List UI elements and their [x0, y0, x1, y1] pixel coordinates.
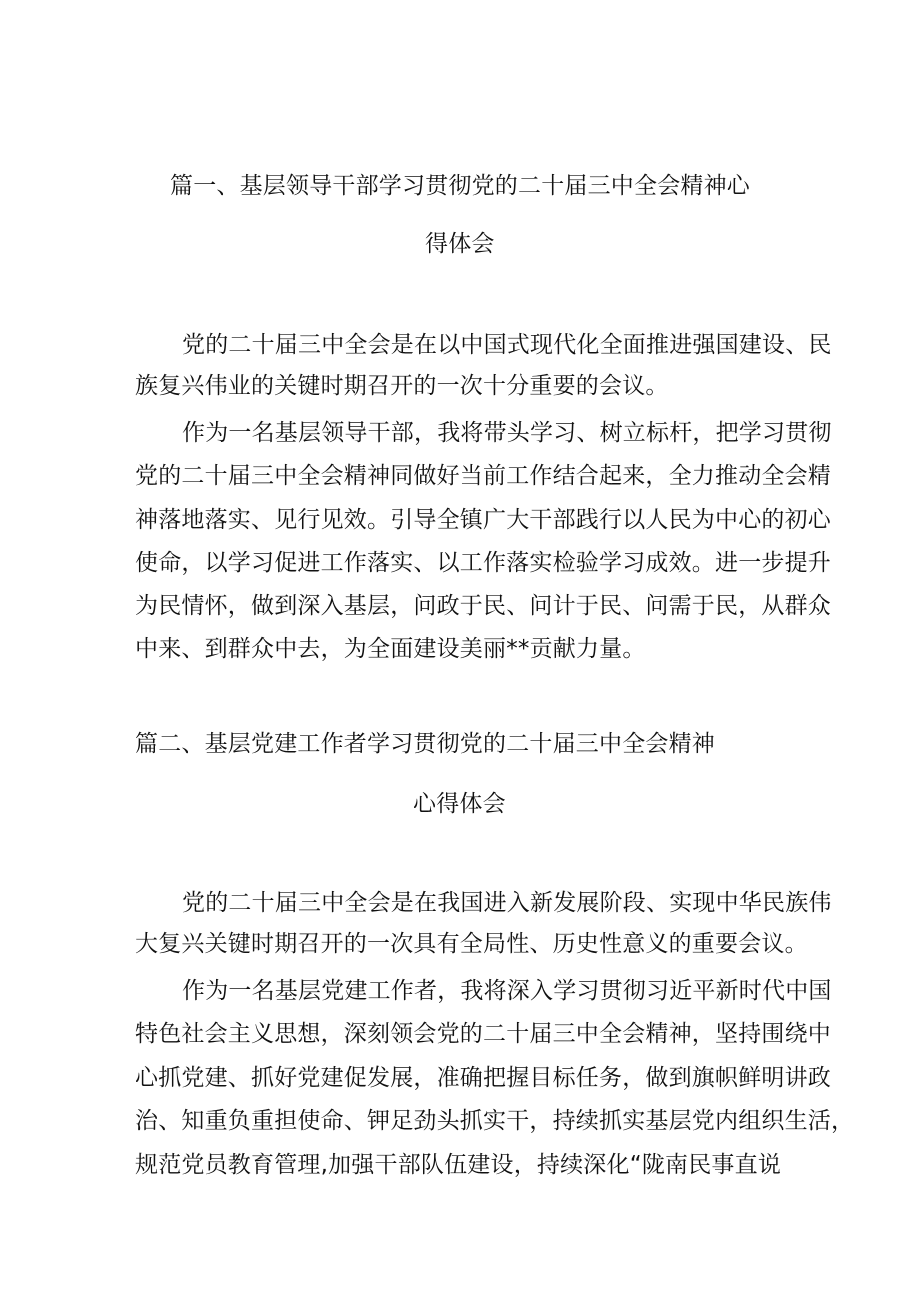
section2-title-line1: 篇二、基层党建工作者学习贯彻党的二十届三中全会精神	[135, 731, 715, 757]
section1-title-line1: 篇一、基层领导干部学习贯彻党的二十届三中全会精神心	[170, 173, 750, 199]
section2-para2-line3: 心抓党建、抓好党建促发展，准确把握目标任务，做到旗帜鲜明讲政	[135, 1065, 831, 1091]
section2-para2-line1: 作为一名基层党建工作者，我将深入学习贯彻习近平新时代中国	[182, 978, 832, 1004]
section2-para2-line2: 特色社会主义思想，深刻领会党的二十届三中全会精神，坚持围绕中	[135, 1021, 831, 1047]
section2-para1-line1: 党的二十届三中全会是在我国进入新发展阶段、实现中华民族伟	[182, 890, 832, 916]
section1-para2-line3: 神落地落实、见行见效。引导全镇广大干部践行以人民为中心的初心	[135, 507, 831, 533]
section2-title-line2: 心得体会	[413, 791, 506, 817]
section1-title-line2: 得体会	[425, 231, 495, 257]
section1-para1-line1: 党的二十届三中全会是在以中国式现代化全面推进强国建设、民	[182, 332, 832, 358]
section1-para2-line4: 使命，以学习促进工作落实、以工作落实检验学习成效。进一步提升	[135, 550, 831, 576]
section1-para2-line5: 为民情怀，做到深入基层，问政于民、问计于民、问需于民，从群众	[135, 593, 831, 619]
section2-para1-line2: 大复兴关键时期召开的一次具有全局性、历史性意义的重要会议。	[135, 931, 808, 957]
section1-para1-line2: 族复兴伟业的关键时期召开的一次十分重要的会议。	[135, 373, 669, 399]
section2-para2-line4: 治、知重负重担使命、钾足劲头抓实干，持续抓实基层党内组织生活，	[135, 1108, 855, 1134]
section1-para2-line6: 中来、到群众中去，为全面建设美丽**贡献力量。	[135, 636, 646, 662]
section1-para2-line2: 党的二十届三中全会精神同做好当前工作结合起来，全力推动全会精	[135, 463, 831, 489]
section2-para2-line5: 规范党员教育管理,加强干部队伍建设，持续深化“陇南民事直说	[135, 1152, 782, 1178]
section1-para2-line1: 作为一名基层领导干部，我将带头学习、树立标杆，把学习贯彻	[182, 420, 832, 446]
